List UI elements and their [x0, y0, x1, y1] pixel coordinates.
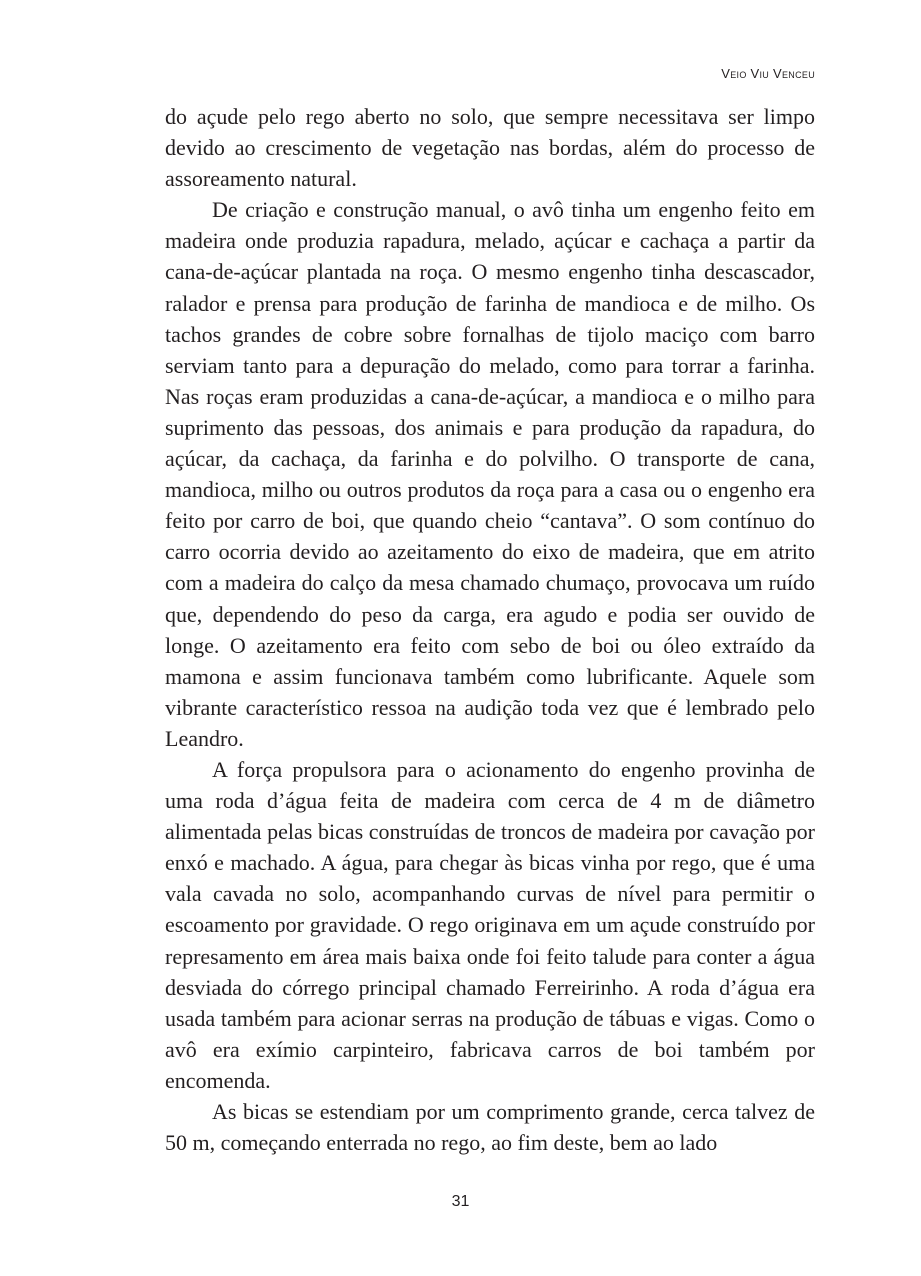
paragraph: do açude pelo rego aberto no solo, que sempre necessitava ser limpo devido ao crescimento de vegetação nas bordas, além do processo de assoreamento natural. — [165, 104, 815, 192]
paragraph: De criação e construção manual, o avô tinha um engenho feito em madeira onde produzia rapadura, melado, açúcar e cachaça a partir da cana-de-açúcar plantada na roça. O mesmo engenho tinha descascador, ralador e prensa para produção de farinha de mandioca e de milho. Os tachos grandes de cobre sobre fornalhas de tijolo maciço com barro serviam tanto para a depuração do melado, como para torrar a farinha. Nas roças eram produzidas a cana-de-açúcar, a mandioca e o milho para suprimento das pessoas, dos animais e para produção da rapadura, do açúcar, da cachaça, da farinha e do polvilho. O transporte de cana, mandioca, milho ou outros produtos da roça para a casa ou o engenho era feito por carro de boi, que quando cheio “cantava”. O som contínuo do carro ocorria devido ao azeitamento do eixo de madeira, que em atrito com a madeira do calço da mesa chamado chumaço, provocava um ruído que, dependendo do peso da carga, era agudo e podia ser ouvido de longe. O azeitamento era feito com sebo de boi ou óleo extraído da mamona e assim funcionava também como lubrificante. Aquele som vibrante característico ressoa na audição toda vez que é lembrado pelo Leandro. — [165, 197, 815, 751]
body-text — [165, 101, 815, 1158]
page-number: 31 — [451, 1193, 470, 1210]
paragraph: As bicas se estendiam por um comprimento grande, cerca talvez de 50 m, começando enterrada no rego, ao fim deste, bem ao lado — [165, 1099, 815, 1156]
paragraph: A força propulsora para o acionamento do engenho provinha de uma roda d’água feita de madeira com cerca de 4 m de diâmetro alimentada pelas bicas construídas de troncos de madeira por cavação por enxó e machado. A água, para chegar às bicas vinha por rego, que é uma vala cavada no solo, acompanhando curvas de nível para permitir o escoamento por gravidade. O rego originava em um açude construído por represamento em área mais baixa onde foi feito talude para conter a água desviada do córrego principal chamado Ferreirinho. A roda d’água era usada também para acionar serras na produção de tábuas e vigas. Como o avô era exímio carpinteiro, fabricava carros de boi também por encomenda. — [165, 756, 815, 1093]
running-head: Veio Viu Venceu — [721, 66, 815, 81]
